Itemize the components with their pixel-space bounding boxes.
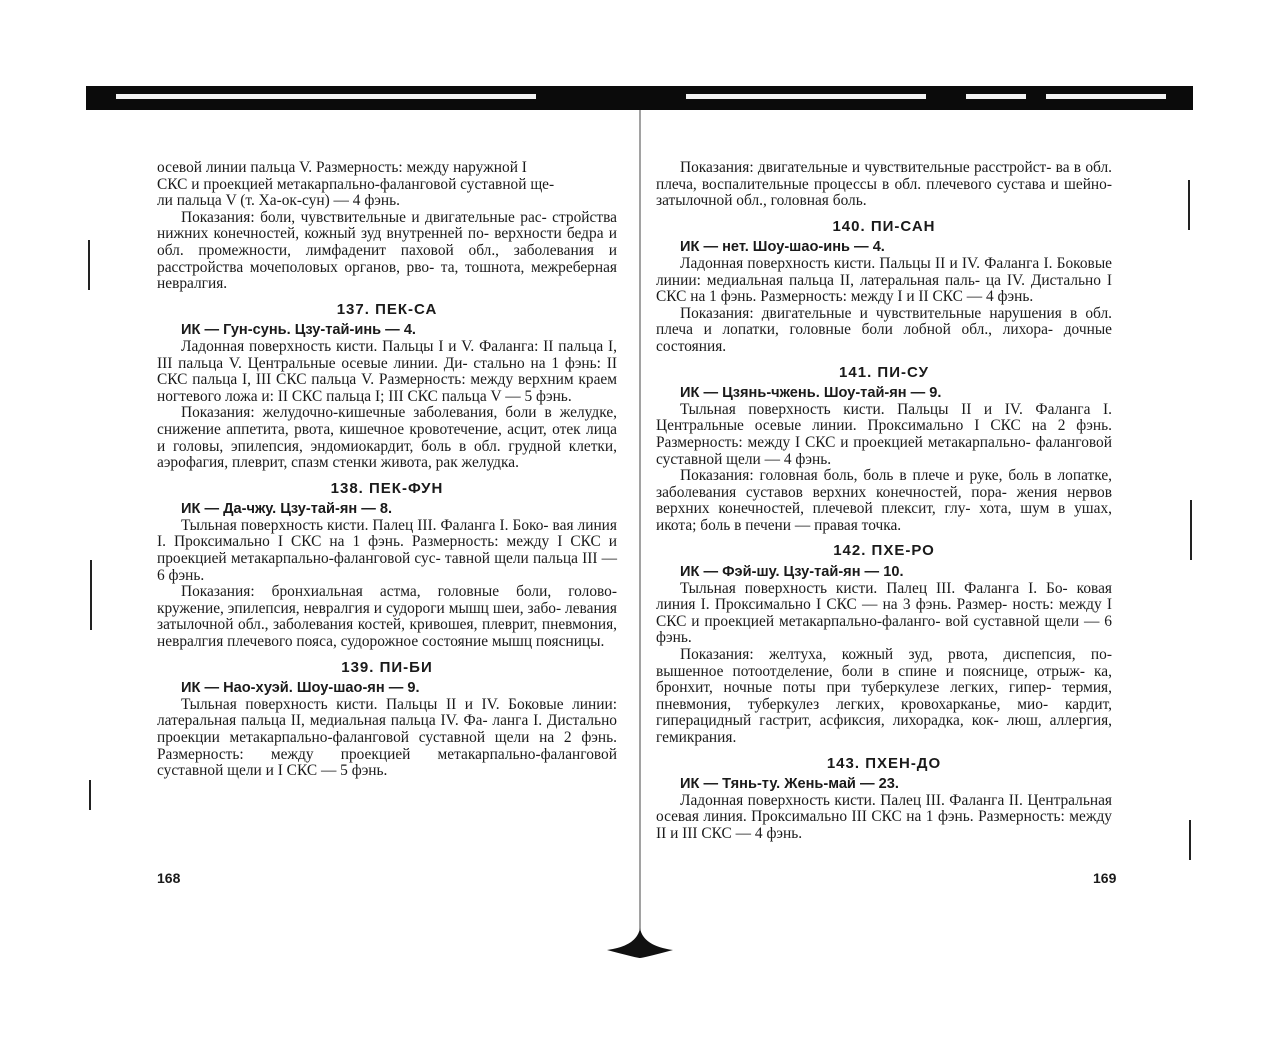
section-description: Тыльная поверхность кисти. Палец III. Фаланга I. Боко- вая линия I. Проксимально I СКС на 1 фэнь. Размерность: между I СКС и проекцией метакарпально-фаланговой сус- тавной щели пальца III — 6 фэнь. [157, 516, 617, 584]
section-ik: ИК — нет. Шоу-шао-инь — 4. [680, 239, 885, 256]
scan-mark [1188, 180, 1190, 230]
page-number: 168 [157, 870, 181, 886]
section-ik: ИК — Гун-сунь. Цзу-тай-инь — 4. [181, 322, 416, 339]
intro-line: осевой линии пальца V. Размерность: между наружной I [157, 159, 527, 176]
section-ik: ИК — Нао-хуэй. Шоу-шао-ян — 9. [181, 680, 420, 697]
section-ik: ИК — Фэй-шу. Цзу-тай-ян — 10. [680, 564, 904, 581]
band-highlight [116, 94, 536, 99]
section-indications: Показания: головная боль, боль в плече и руке, боль в лопатке, заболевания суставов верхних конечностей, пора- жения нервов верхних конечностей, плечевой плексит, глу- хота, шум в ушах, икота; боль в печени — правая точка. [656, 467, 1112, 534]
scan-top-band [86, 86, 1193, 110]
section-description: Тыльная поверхность кисти. Палец III. Фаланга I. Бо- ковая линия I. Проксимально I СКС — на 3 фэнь. Размер- ность: между I СКС и проекцией метакарпально-фаланго- вой суставной щели — 6 фэнь. [656, 579, 1112, 647]
intro-indications: Показания: двигательные и чувствительные расстройст- ва в обл. плеча, воспалительные процессы в обл. плечевого сустава и шейно-затылочной обл., головная боль. [656, 159, 1112, 210]
scan-mark [1190, 500, 1192, 560]
band-highlight [1046, 94, 1166, 99]
section-heading: 140. ПИ-САН [832, 217, 936, 235]
page-number: 169 [1093, 870, 1117, 886]
section-description: Тыльная поверхность кисти. Пальцы II и IV. Боковые линии: латеральная пальца II, медиальная пальца IV. Фа- ланга I. Дистально проекции метакарпально-фаланговой суставной щели на 2 фэнь. Размерность: между проекцией метакарпально-фаланговой суставной щели и I СКС — 5 фэнь. [157, 695, 617, 780]
section-heading: 139. ПИ-БИ [341, 658, 433, 676]
right-page [656, 160, 1112, 843]
section-ik: ИК — Тянь-ту. Жень-май — 23. [680, 776, 899, 793]
section-140 [656, 219, 1112, 356]
section-heading: 143. ПХЕН-ДО [826, 754, 942, 772]
section-description: Тыльная поверхность кисти. Пальцы II и IV. Фаланга I. Центральные осевые линии. Проксимально I СКС на 2 фэнь. Размерность: между I СКС и проекцией метакарпально- фаланговой суставной щели — 4 фэнь. [656, 400, 1112, 468]
section-138 [157, 481, 617, 651]
section-description: Ладонная поверхность кисти. Пальцы I и V. Фаланга: II пальца I, III пальца V. Центральные осевые линии. Ди- стально на 1 фэнь: II СКС пальца I, III СКС пальца V. Размерность: между верхним краем ногтевого ложа и: II СКС пальца I; III СКС пальца V — 5 фэнь. [157, 337, 617, 405]
section-heading: 141. ПИ-СУ [839, 363, 929, 381]
section-142 [656, 543, 1112, 746]
section-ik: ИК — Цзянь-чжень. Шоу-тай-ян — 9. [680, 385, 942, 402]
section-description: Ладонная поверхность кисти. Пальцы II и IV. Фаланга I. Боковые линии: медиальная пальца II, латеральная паль- ца IV. Дистально I СКС на 1 фэнь. Размерность: между I и II СКС — 4 фэнь. [656, 254, 1112, 306]
section-indications: Показания: двигательные и чувствительные нарушения в обл. плеча и лопатки, головные боли лобной обл., лихора- дочные состояния. [656, 304, 1112, 355]
section-heading: 137. ПЕК-СА [336, 300, 438, 318]
section-heading: 142. ПХЕ-РО [833, 542, 935, 560]
intro-indications: Показания: боли, чувствительные и двигательные рас- стройства нижних конечностей, кожный зуд внутренней по- верхности бедра и обл. промежности, лимфаденит паховой обл., заболевания и расстройства мочеполовых органов, рво- та, тошнота, межреберная невралгия. [157, 208, 617, 293]
scan-mark [88, 240, 90, 290]
section-indications: Показания: желудочно-кишечные заболевания, боли в желудке, снижение аппетита, рвота, кишечное кровотечение, асцит, отек лица и головы, эпилепсия, эндомиокардит, боль в обл. грудной клетки, аэрофагия, плеврит, спазм стенки живота, рак желудка. [157, 404, 617, 472]
section-139 [157, 660, 617, 780]
band-highlight [966, 94, 1026, 99]
scan-mark [1189, 820, 1191, 860]
section-141 [656, 365, 1112, 535]
intro-line: СКС и проекцией метакарпально-фаланговой суставной ще- [157, 175, 555, 193]
section-143 [656, 756, 1112, 843]
section-indications: Показания: бронхиальная астма, головные боли, голово- кружение, эпилепсия, невралгия и судороги мышц шеи, забо- левания затылочной обл., заболевания костей, кривошея, плеврит, пневмония, невралгия плечевого пояса, судорожное состояние мышц поясницы. [157, 583, 617, 651]
section-indications: Показания: желтуха, кожный зуд, рвота, диспепсия, по- вышенное потоотделение, боли в спине и пояснице, отрыж- ка, бронхит, ночные поты при туберкулезе легких, гипер- термия, пневмония, туберкулез легких, кровохарканье, мио- кардит, гиперацидный гастрит, асфиксия, лихорадка, кок- люш, аллергия, гемикрания. [656, 646, 1112, 746]
section-ik: ИК — Да-чжу. Цзу-тай-ян — 8. [181, 501, 393, 518]
section-description: Ладонная поверхность кисти. Палец III. Фаланга II. Центральная осевая линия. Проксимально III СКС на 1 фэнь. Размерность: между II и III СКС — 4 фэнь. [656, 791, 1112, 842]
book-spine [637, 110, 643, 930]
section-137 [157, 302, 617, 472]
band-highlight [686, 94, 926, 99]
spine-shadow [607, 928, 673, 958]
section-heading: 138. ПЕК-ФУН [330, 479, 444, 497]
left-page [157, 160, 617, 780]
scan-mark [89, 780, 91, 810]
scan-mark [90, 560, 92, 630]
intro-line: ли пальца V (т. Ха-ок-сун) — 4 фэнь. [157, 192, 401, 210]
